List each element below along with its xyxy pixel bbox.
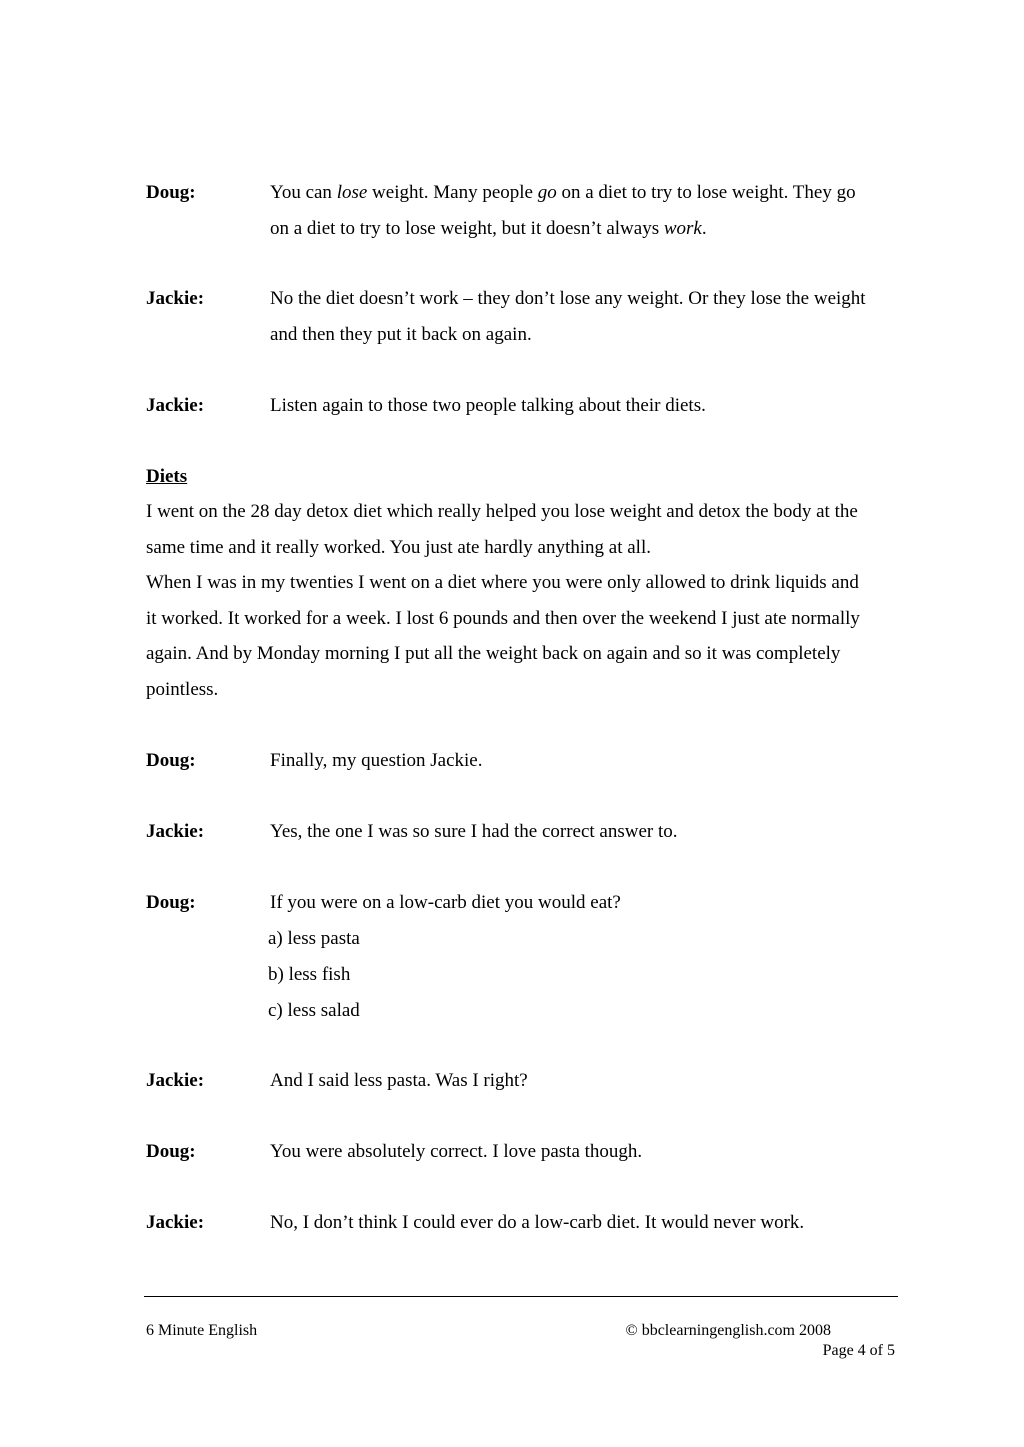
footer-meta — [626, 1321, 895, 1361]
speech-line: and then they put it back on again. — [270, 324, 532, 345]
footer-series-title: 6 Minute English — [146, 1322, 258, 1339]
speech-text — [270, 388, 930, 424]
paragraph-line: it worked. It worked for a week. I lost 6 pounds and then over the weekend I just ate normally — [146, 607, 860, 629]
diets-paragraph — [146, 494, 936, 708]
speech-text — [270, 1134, 930, 1170]
footer-divider — [144, 1296, 898, 1297]
speech-line: You can lose weight. Many people go on a diet to try to lose weight. They go — [270, 182, 856, 203]
speech-text — [270, 1063, 930, 1099]
speech-text — [270, 814, 930, 850]
speaker-label: Jackie: — [146, 1070, 205, 1091]
paragraph-line: again. And by Monday morning I put all the weight back on again and so it was completely — [146, 643, 841, 665]
speaker-label: Doug: — [146, 182, 196, 203]
section-heading-diets: Diets — [146, 466, 188, 487]
speech-text — [270, 743, 930, 779]
speech-line: Listen again to those two people talking about their diets. — [270, 395, 706, 416]
paragraph-line: I went on the 28 day detox diet which really helped you lose weight and detox the body at the — [146, 501, 858, 522]
speech-line: No the diet doesn’t work – they don’t lose any weight. Or they lose the weight — [270, 288, 866, 309]
speaker-label: Jackie: — [146, 288, 205, 309]
speaker-label: Doug: — [146, 750, 196, 771]
paragraph-line: pointless. — [146, 678, 219, 700]
quiz-option-c: c) less salad — [268, 1000, 360, 1021]
speaker-label: Doug: — [146, 892, 196, 913]
speech-line: You were absolutely correct. I love pasta though. — [270, 1141, 643, 1162]
speaker-label: Jackie: — [146, 395, 205, 416]
quiz-option-a: a) less pasta — [268, 928, 360, 949]
quiz-option-b: b) less fish — [268, 964, 351, 985]
speech-line: If you were on a low-carb diet you would eat? — [270, 892, 621, 913]
speech-line: Yes, the one I was so sure I had the correct answer to. — [270, 821, 678, 842]
speech-line: on a diet to try to lose weight, but it doesn’t always work. — [270, 218, 707, 239]
speaker-label: Doug: — [146, 1141, 196, 1162]
speaker-label: Jackie: — [146, 821, 205, 842]
speech-text — [270, 885, 930, 1029]
speaker-label: Jackie: — [146, 1212, 205, 1233]
footer-copyright: © bbclearningenglish.com 2008 — [625, 1322, 831, 1339]
page-number: Page 4 of 5 — [822, 1342, 895, 1359]
speech-text — [270, 281, 930, 353]
speech-text — [270, 175, 930, 247]
speech-text — [270, 1205, 930, 1241]
speech-line: And I said less pasta. Was I right? — [270, 1070, 528, 1091]
speech-line: No, I don’t think I could ever do a low-carb diet. It would never work. — [270, 1212, 805, 1233]
paragraph-line: same time and it really worked. You just ate hardly anything at all. — [146, 536, 651, 558]
paragraph-line: When I was in my twenties I went on a diet where you were only allowed to drink liquids and — [146, 572, 859, 594]
speech-line: Finally, my question Jackie. — [270, 750, 483, 771]
